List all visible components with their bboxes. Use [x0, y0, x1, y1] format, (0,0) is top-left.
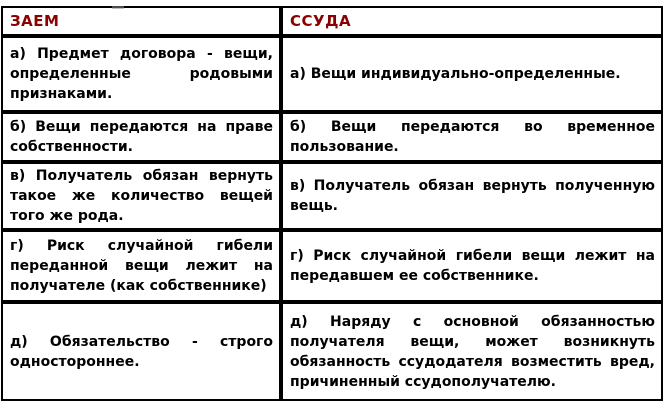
cell-zaem: б) Вещи передаются на праве собственности.	[1, 112, 281, 162]
cell-ssuda: г) Риск случайной гибели вещи лежит на передавшем ее собственнике.	[281, 230, 663, 302]
header-row	[1, 6, 663, 36]
cell-ssuda: б) Вещи передаются во временное пользование.	[281, 112, 663, 162]
header-cell-zaem: ЗАЕМ	[1, 6, 281, 36]
table-row	[1, 302, 663, 401]
table-row	[1, 112, 663, 162]
cell-ssuda: а) Вещи индивидуально-определенные.	[281, 36, 663, 112]
table-row	[1, 230, 663, 302]
header-cell-ssuda: ССУДА	[281, 6, 663, 36]
page	[0, 6, 664, 411]
top-edge-artifact	[112, 6, 124, 9]
cell-zaem: д) Обязательство - строго одностороннее.	[1, 302, 281, 401]
table-row	[1, 36, 663, 112]
table-row	[1, 162, 663, 230]
cell-zaem: г) Риск случайной гибели переданной вещи лежит на получателе (как собственнике)	[1, 230, 281, 302]
cell-ssuda: в) Получатель обязан вернуть полученную вещь.	[281, 162, 663, 230]
cell-zaem: а) Предмет договора - вещи, определенные родовыми признаками.	[1, 36, 281, 112]
comparison-table	[1, 6, 663, 401]
cell-ssuda: д) Наряду с основной обязанностью получателя вещи, может возникнуть обязанность ссудодателя возместить вред, причиненный ссудополучателю.	[281, 302, 663, 401]
cell-zaem: в) Получатель обязан вернуть такое же количество вещей того же рода.	[1, 162, 281, 230]
